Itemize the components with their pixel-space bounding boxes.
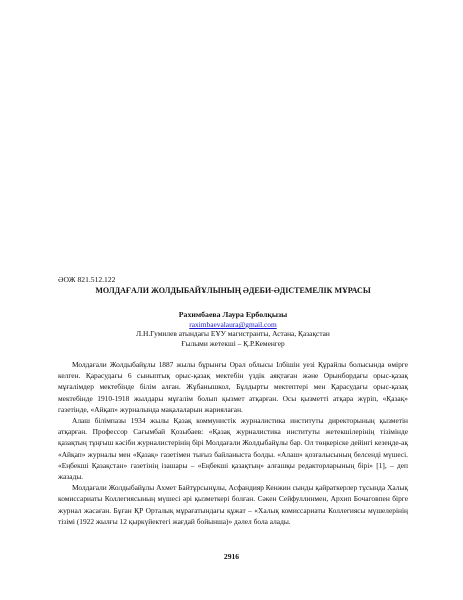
article-body bbox=[58, 275, 408, 527]
author-email-link[interactable]: raximbaevalaura@gmail.com bbox=[189, 320, 277, 329]
author-affiliation: Л.Н.Гумилев атындағы ЕҰУ магистранты, Астана, Қазақстан bbox=[136, 329, 330, 338]
scientific-supervisor: Ғылыми жетекші – Қ.Р.Кеменгер bbox=[181, 339, 285, 348]
spacer bbox=[58, 349, 408, 359]
page-number: 2916 bbox=[223, 552, 240, 561]
author-name: Рахимбаева Лаура Ерболқызы bbox=[178, 310, 288, 319]
article-title: МОЛДАҒАЛИ ЖОЛДЫБАЙҰЛЫНЫҢ ӘДЕБИ-ӘДІСТЕМЕЛІК МҰРАСЫ bbox=[95, 286, 371, 295]
paragraph-2: Алаш білімпазы 1934 жылы Қазақ коммунистік журналистика институты директорының қызметін атқарған. Профессор Сағымбай Қозыбаев: «Қазақ журналистика институты жетекшілерінің тізімінде қазақтың тұңғыш кәсіби журналистерінің бірі Молдағали Жолдыбайұлы бар. Ол төңкеріске дейінгі кезеңде-ақ «Айқап» журналы мен «Қазақ» газетімен тығыз байланыста болды. «Алаш» қозғалысының белсенді мүшесі. «Еңбекші Қазақстан» газетінің ізашары – «Еңбекші қазақтың» алғашқы редакторларының бірі» [1], – деп жазады. bbox=[58, 416, 408, 482]
paragraph-3: Молдағали Жолдыбайұлы Ахмет Байтұрсынұлы, Асфандияр Кенжин сынды қайраткерлер тұсында Халық комиссариаты Коллегиясының мүшесі әрі қызметкері болған. Сәкен Сейфуллинмен, Архип Бочаговпен бірге журнал жасаған. Бұған ҚР Орталық мұрағатындағы құжат – «Халық комиссариаты Коллегиясы мүшелерінің тізімі (1922 жылғы 12 қыркүйектегі жағдай бойынша)» дәлел бола алады. bbox=[58, 483, 408, 526]
udc-code: ӘОЖ 821.512.122 bbox=[58, 275, 116, 284]
paragraph-1: Молдағали Жолдыбайұлы 1887 жылы бұрынғы Орал облысы Ілбішін уезі Құрайлы болысында өмірге келген. Қарасудағы 6 сыныптық орыс-қазақ мектебін үздік аяқтаған және Орынбордағы орыс-қазақ мұғалімдер мектебінде білім алған. Жұбанышкол, Бұлдырты мектептері мен Қарасудағы орыс-қазақ мектебінде 1910-1918 жылдары мұғалім болып қызмет атқарған. Осы қызметті атқара жүріп, «Қазақ» газетінде, «Айқап» журналында мақалаларын жариялаған. bbox=[58, 360, 408, 414]
